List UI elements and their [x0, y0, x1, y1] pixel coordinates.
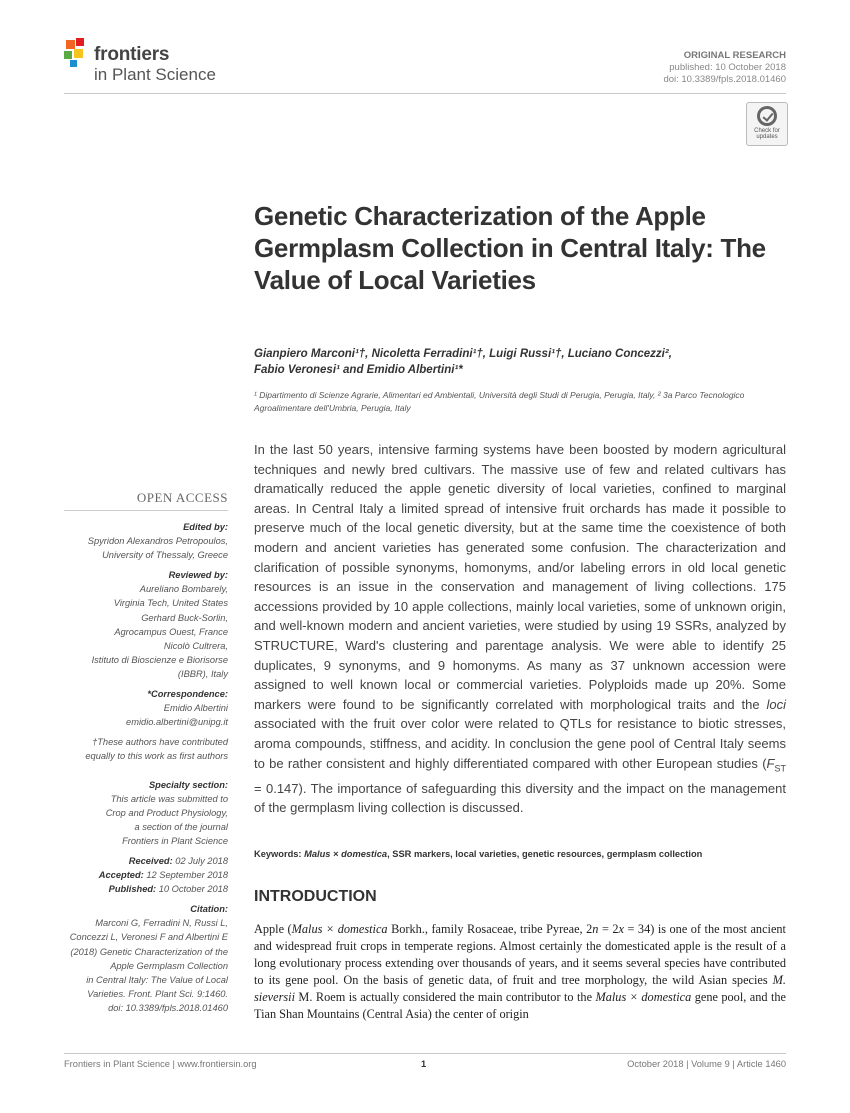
contribution-note: equally to this work as first authors — [85, 751, 228, 762]
received-value: 02 July 2018 — [172, 855, 228, 866]
edited-by-label: Edited by: — [183, 522, 228, 532]
specialty-line: a section of the journal — [134, 821, 228, 832]
open-access-heading: OPEN ACCESS — [136, 490, 228, 505]
fst-symbol: F — [766, 755, 775, 771]
keywords-label: Keywords: — [254, 849, 305, 859]
reviewer-line: Virginia Tech, United States — [113, 598, 228, 609]
reviewer-line: Gerhard Buck-Sorlin, — [141, 612, 228, 623]
accepted-label: Accepted: — [98, 870, 144, 881]
received-label: Received: — [128, 855, 173, 866]
citation-line: Marconi G, Ferradini N, Russi L, — [95, 918, 228, 929]
footer-journal-link[interactable]: Frontiers in Plant Science | www.frontiersin.org — [64, 1059, 257, 1069]
page-number: 1 — [421, 1059, 427, 1069]
citation-line: doi: 10.3389/fpls.2018.01460 — [108, 1002, 228, 1013]
keyword-times: × — [330, 849, 342, 859]
frontiers-logo-icon — [64, 38, 90, 68]
article-title: Genetic Characterization of the Apple Germplasm Collection in Central Italy: The Value of Local Varieties — [254, 201, 766, 295]
intro-text: M. Roem is actually considered the main contributor to the — [294, 990, 596, 1004]
keyword-italic: domestica — [341, 849, 388, 859]
intro-italic: n — [592, 922, 599, 936]
doi-link[interactable]: doi: 10.3389/fpls.2018.01460 — [663, 74, 786, 85]
fst-subscript: ST — [774, 763, 786, 774]
journal-brand-subtitle: in Plant Science — [94, 65, 216, 84]
citation-line: in Central Italy: The Value of Local — [86, 974, 228, 985]
journal-brand-name: frontiers — [94, 44, 170, 65]
affiliations: ¹ Dipartimento di Scienze Agrarie, Alimentari ed Ambientali, Università degli Studi di Perugia, Perugia, Italy, ² 3a Parco Tecnologico Agroalimentare dell'Umbria, Perugia, Italy — [254, 390, 745, 413]
abstract-part: In the last 50 years, intensive farming systems have been boosted by modern agricultural techniques and newly bred cultivars. The massive use of few and related cultivars has dramatically reduced the apple genetic diversity of local varieties, confined to marginal areas. In Central Italy a limited spread of intensive fruit orchards has made it possible to preserve much of the local genetic diversity, but at the same time the coexistence of both modern and ancient varieties has generated some confusion. The characterization and clarification of possible synonyms, homonyms, and/or labeling errors in old local genetic resources is an issue in the conservation and management of living collections. 175 accessions provided by 10 apple collections, mainly local varieties, some of unknown origin, and well-known modern and ancient varieties, were studied by using 19 SSRs, analyzed by STRUCTURE, Ward's clustering and parentage analysis. We were able to identify 25 duplicates, 9 synonyms, and 9 homonyms. As many as 37 unknown accession were assigned to well known local or commercial varieties. Polyploids made up 20%. Some markers were found to be significantly correlated with morphological traits and the — [254, 442, 786, 712]
section-heading: INTRODUCTION — [254, 888, 377, 905]
badge-label-1: Check for — [754, 128, 780, 134]
reviewer-line: Istituto di Bioscienze e Biorisorse — [91, 654, 228, 665]
sidebar-divider — [64, 510, 228, 511]
authors-line: Fabio Veronesi¹ and Emidio Albertini¹* — [254, 364, 463, 376]
citation-line: (2018) Genetic Characterization of the — [70, 946, 228, 957]
citation-line: Concezzi L, Veronesi F and Albertini E — [69, 932, 228, 943]
citation-line: Varieties. Front. Plant Sci. 9:1460. — [87, 988, 228, 999]
authors-line: Gianpiero Marconi¹†, Nicoletta Ferradini¹†, Luigi Russi¹†, Luciano Concezzi², — [254, 348, 672, 360]
check-for-updates-button[interactable] — [746, 102, 788, 146]
abstract-text — [254, 440, 786, 818]
published-label: Published: — [108, 884, 157, 895]
keyword-list: , SSR markers, local varieties, genetic resources, germplasm collection — [387, 849, 703, 859]
correspondence-name: Emidio Albertini — [163, 703, 228, 714]
author-list — [254, 346, 774, 378]
reviewer-line: Aureliano Bombarely, — [139, 584, 228, 595]
check-icon — [757, 106, 777, 126]
citation-line: Apple Germplasm Collection — [110, 960, 228, 971]
intro-italic: M. sieversii — [254, 973, 786, 1004]
reviewed-by-label: Reviewed by: — [168, 570, 228, 581]
contribution-note: †These authors have contributed — [92, 737, 228, 748]
abstract-part: = 0.147). The importance of safeguarding this diversity and the impact on the management of the germplasm living collection is discussed. — [254, 780, 786, 816]
specialty-line: Frontiers in Plant Science — [122, 835, 228, 846]
accepted-date — [40, 868, 228, 882]
introduction-text — [254, 921, 786, 1023]
intro-text: Borkh., family Rosaceae, tribe Pyreae, 2 — [387, 922, 593, 936]
intro-italic: Malus × domestica — [291, 922, 388, 936]
specialty-line: This article was submitted to — [110, 793, 228, 804]
footer-issue-info: October 2018 | Volume 9 | Article 1460 — [627, 1059, 786, 1069]
article-sidebar — [40, 520, 228, 1015]
footer-divider — [64, 1053, 786, 1054]
citation-label: Citation: — [190, 904, 228, 915]
article-type: ORIGINAL RESEARCH — [683, 50, 786, 61]
abstract-part: associated with the fruit over color were related to QTLs for resistance to biotic stresses, aroma compounds, stiffness, and acidity. In conclusion the gene pool of Central Italy seems to be rather consistent and highly differentiated compared with other European studies ( — [254, 716, 786, 771]
reviewer-line: (IBBR), Italy — [177, 668, 228, 679]
editor-line: Spyridon Alexandros Petropoulos, — [87, 536, 228, 547]
editor-line: University of Thessaly, Greece — [102, 550, 228, 561]
specialty-section-label: Specialty section: — [148, 779, 228, 790]
specialty-line: Crop and Product Physiology, — [105, 807, 228, 818]
intro-italic: x — [618, 922, 624, 936]
correspondence-label: *Correspondence: — [147, 689, 228, 700]
keywords — [254, 849, 786, 859]
published-value: 10 October 2018 — [156, 884, 228, 895]
keyword-italic: Malus — [304, 849, 331, 859]
reviewer-line: Agrocampus Ouest, France — [114, 626, 228, 637]
header-divider — [64, 93, 786, 94]
intro-text: Apple ( — [254, 922, 292, 936]
received-date — [40, 854, 228, 868]
badge-label-2: updates — [756, 134, 778, 140]
reviewer-line: Nicolò Cultrera, — [163, 640, 228, 651]
intro-italic: Malus × domestica — [595, 990, 692, 1004]
intro-text: = 34) is one of the most ancient and widespread fruit crops in temperate regions. Almost certainly the domesticated apple is the result of a long evolutionary process extending over thousands of years, and it seems several species have contributed to its gene pool. On the basis of genetic data, of fruit and tree morphology, the wild Asian species — [254, 922, 786, 987]
correspondence-email-link[interactable]: emidio.albertini@unipg.it — [126, 717, 228, 728]
published-date: published: 10 October 2018 — [669, 62, 786, 73]
abstract-italic: loci — [766, 696, 786, 712]
published-date-side — [40, 882, 228, 896]
accepted-value: 12 September 2018 — [143, 870, 228, 881]
article-meta-header — [663, 50, 786, 86]
intro-text: = 2 — [598, 922, 619, 936]
intro-text: gene pool, and the Tian Shan Mountains (Central Asia) the center of origin — [254, 990, 786, 1021]
